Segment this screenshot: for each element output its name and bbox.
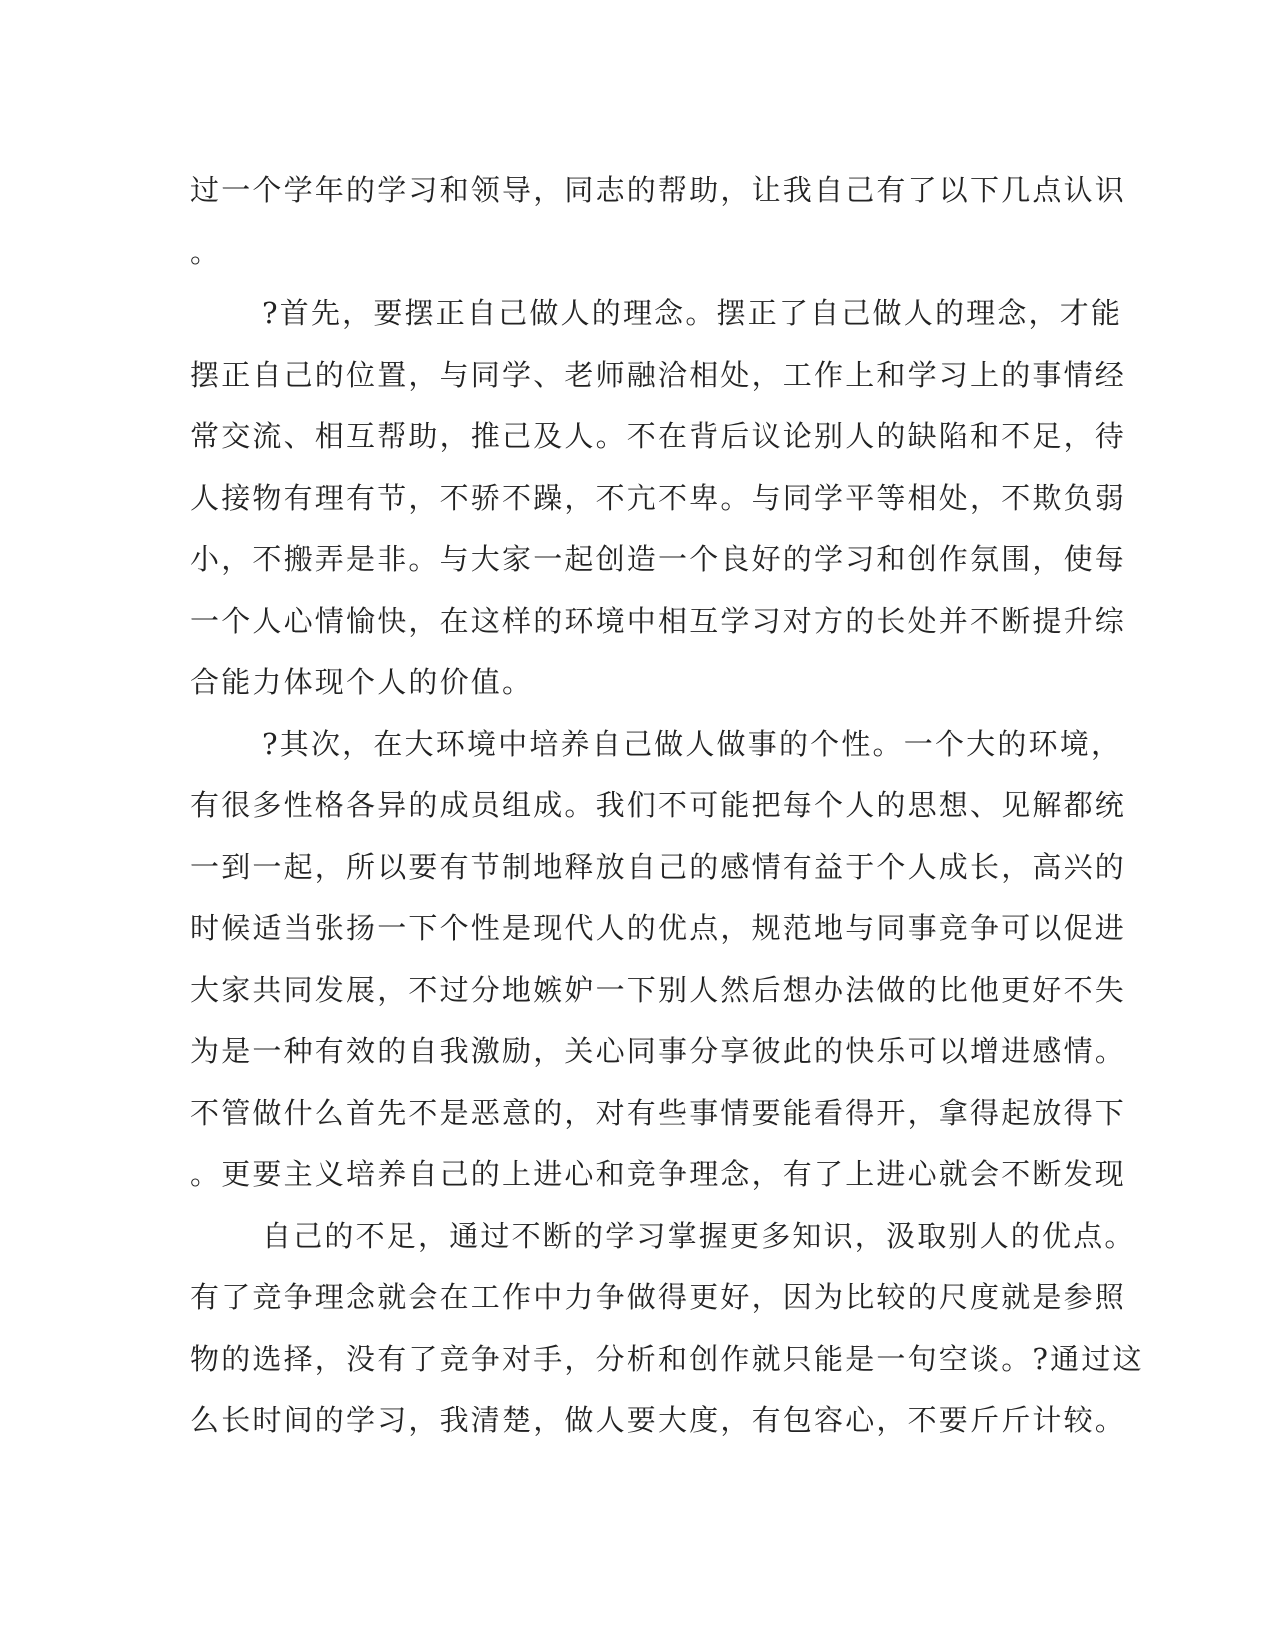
text-line: 为是一种有效的自我激励，关心同事分享彼此的快乐可以增进感情。 xyxy=(190,1034,1127,1068)
paragraph-first-line: ?首先，要摆正自己做人的理念。摆正了自己做人的理念，才能 xyxy=(262,296,1123,330)
text-line: 时候适当张扬一下个性是现代人的优点，规范地与同事竞争可以促进 xyxy=(190,911,1127,945)
text-line: 常交流、相互帮助，推己及人。不在背后议论别人的缺陷和不足，待 xyxy=(190,419,1127,453)
text-line: 不管做什么首先不是恶意的，对有些事情要能看得开，拿得起放得下 xyxy=(190,1095,1127,1130)
text-line: 摆正自己的位置，与同学、老师融洽相处，工作上和学习上的事情经 xyxy=(190,357,1127,392)
text-line: 。 xyxy=(190,234,222,269)
paragraph-first-line: ?其次，在大环境中培养自己做人做事的个性。一个大的环境， xyxy=(262,726,1123,761)
text-line: 么长时间的学习，我清楚，做人要大度，有包容心，不要斤斤计较。 xyxy=(190,1403,1127,1437)
text-line: 有了竞争理念就会在工作中力争做得更好，因为比较的尺度就是参照 xyxy=(190,1280,1127,1314)
text-line: 过一个学年的学习和领导，同志的帮助，让我自己有了以下几点认识 xyxy=(190,173,1127,207)
text-line: 有很多性格各异的成员组成。我们不可能把每个人的思想、见解都统 xyxy=(190,788,1127,822)
text-line: 一到一起，所以要有节制地释放自己的感情有益于个人成长，高兴的 xyxy=(190,849,1127,884)
body-text xyxy=(190,160,1144,1452)
text-line: 大家共同发展，不过分地嫉妒一下别人然后想办法做的比他更好不失 xyxy=(190,972,1127,1007)
text-line: 一个人心情愉快，在这样的环境中相互学习对方的长处并不断提升综 xyxy=(190,603,1127,638)
text-line: 小，不搬弄是非。与大家一起创造一个良好的学习和创作氛围，使每 xyxy=(190,542,1127,576)
text-line: 。更要主义培养自己的上进心和竞争理念，有了上进心就会不断发现 xyxy=(190,1157,1127,1191)
text-line: 人接物有理有节，不骄不躁，不亢不卑。与同学平等相处，不欺负弱 xyxy=(190,480,1127,515)
text-line: 物的选择，没有了竞争对手，分析和创作就只能是一句空谈。?通过这 xyxy=(190,1341,1144,1376)
paragraph-first-line: 自己的不足，通过不断的学习掌握更多知识，汲取别人的优点。 xyxy=(262,1218,1136,1253)
text-line: 合能力体现个人的价值。 xyxy=(190,665,534,699)
